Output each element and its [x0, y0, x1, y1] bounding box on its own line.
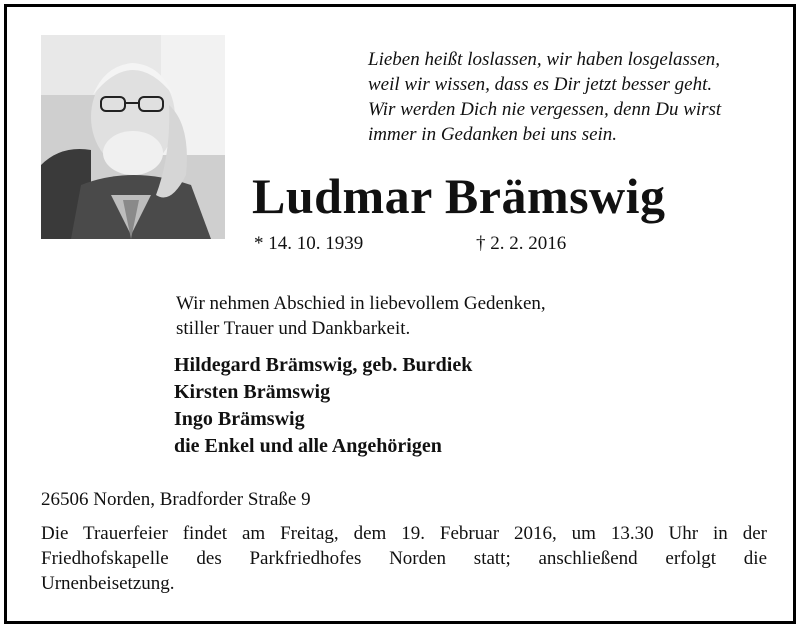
mourner-name: die Enkel und alle Angehörigen: [174, 435, 442, 457]
farewell-line: Wir nehmen Abschied in liebevollem Gedenken,: [176, 293, 546, 314]
service-line: Urnenbeisetzung.: [41, 573, 175, 594]
memorial-verse: [368, 47, 788, 147]
service-line: Die Trauerfeier findet am Freitag, dem 19. Februar 2016, um 13.30 Uhr in der: [41, 523, 767, 544]
portrait-photo: [41, 35, 225, 239]
mourner-name: Kirsten Brämswig: [174, 381, 331, 403]
portrait-image: [41, 35, 225, 239]
mourner-name: Ingo Brämswig: [174, 408, 305, 430]
family-address: 26506 Norden, Bradforder Straße 9: [41, 489, 311, 510]
verse-line: weil wir wissen, dass es Dir jetzt besser geht.: [368, 74, 713, 95]
verse-line: Wir werden Dich nie vergessen, denn Du wirst: [368, 99, 722, 120]
mourner-name: Hildegard Brämswig, geb. Burdiek: [174, 354, 473, 376]
obituary-frame: [4, 4, 796, 624]
verse-line: Lieben heißt loslassen, wir haben losgelassen,: [368, 49, 721, 70]
birth-date: * 14. 10. 1939: [254, 233, 364, 254]
farewell-line: stiller Trauer und Dankbarkeit.: [176, 318, 411, 339]
deceased-name: Ludmar Brämswig: [252, 168, 666, 224]
verse-line: immer in Gedanken bei uns sein.: [368, 124, 618, 145]
mourners-list: [174, 352, 472, 460]
funeral-service-info: [41, 521, 767, 596]
death-date: † 2. 2. 2016: [476, 233, 567, 254]
farewell-text: [176, 291, 546, 341]
service-line: Friedhofskapelle des Parkfriedhofes Norden statt; anschließend erfolgt die: [41, 548, 767, 569]
